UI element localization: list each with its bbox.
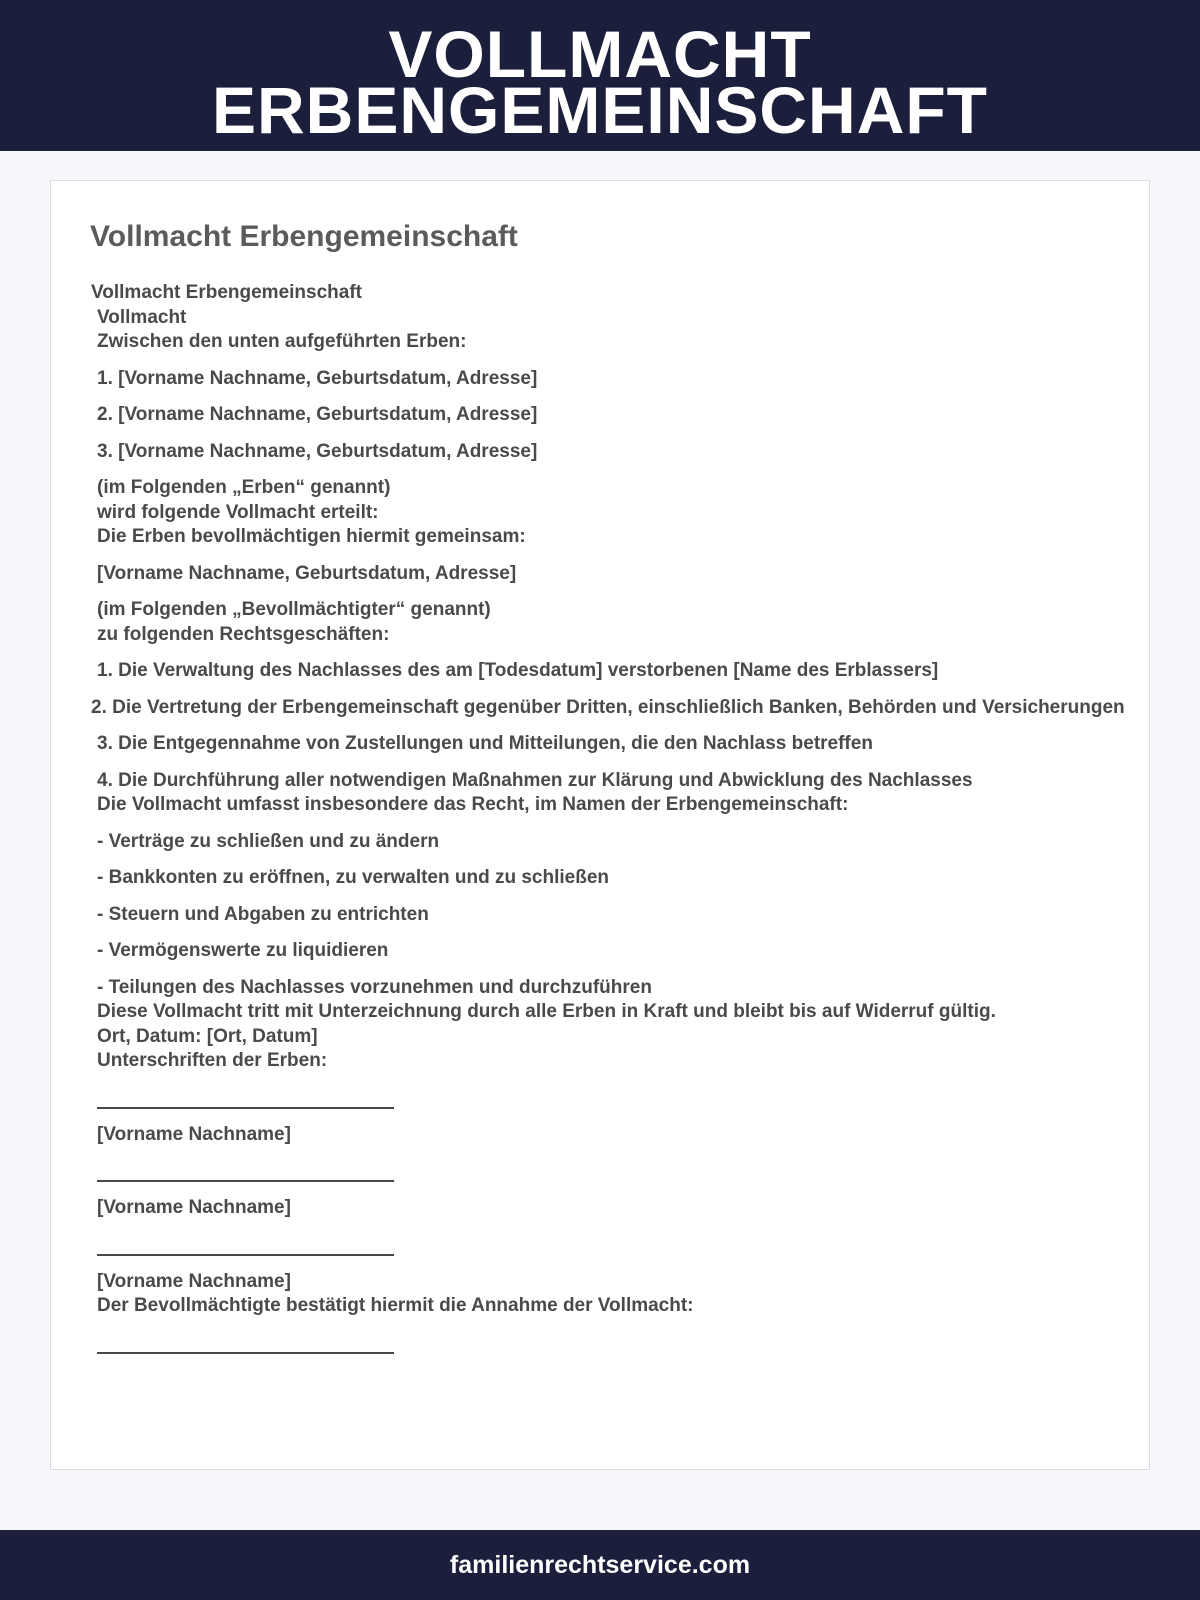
heir-item: 3. [Vorname Nachname, Geburtsdatum, Adresse] bbox=[97, 440, 538, 462]
signature-line bbox=[97, 1180, 394, 1182]
transaction-item: 3. Die Entgegennahme von Zustellungen und Mitteilungen, die den Nachlass betreffen bbox=[97, 733, 873, 754]
signatory-name: [Vorname Nachname] bbox=[97, 1197, 291, 1218]
card-heading: Vollmacht Erbengemeinschaft bbox=[90, 220, 518, 253]
page-header bbox=[0, 0, 1200, 151]
agent-named-text: (im Folgenden „Bevollmächtigter“ genannt) bbox=[97, 599, 491, 620]
rights-intro: Die Vollmacht umfasst insbesondere das Recht, im Namen der Erbengemeinschaft: bbox=[97, 794, 849, 815]
place-date-text: Ort, Datum: [Ort, Datum] bbox=[97, 1025, 318, 1047]
signature-line bbox=[97, 1254, 394, 1256]
signatory-name: [Vorname Nachname] bbox=[97, 1270, 291, 1292]
transaction-item: 2. Die Vertretung der Erbengemeinschaft gegenüber Dritten, einschließlich Banken, Behörden und Versicherungen bbox=[91, 696, 1125, 718]
header-title-line-1: VOLLMACHT bbox=[388, 17, 812, 91]
between-heirs-text: Zwischen den unten aufgeführten Erben: bbox=[97, 331, 467, 352]
transactions-intro: zu folgenden Rechtsgeschäften: bbox=[97, 623, 390, 645]
doc-subtitle: Vollmacht bbox=[97, 306, 187, 328]
signatory-name: [Vorname Nachname] bbox=[97, 1123, 291, 1145]
validity-text: Diese Vollmacht tritt mit Unterzeichnung durch alle Erben in Kraft und bleibt bis auf Widerruf gültig. bbox=[97, 1001, 996, 1022]
granted-text: wird folgende Vollmacht erteilt: bbox=[97, 501, 379, 523]
doc-title: Vollmacht Erbengemeinschaft bbox=[91, 282, 362, 303]
right-item: - Verträge zu schließen und zu ändern bbox=[97, 830, 440, 852]
header-title bbox=[0, 0, 1200, 147]
document-card bbox=[50, 180, 1150, 1470]
authorize-text: Die Erben bevollmächtigen hiermit gemeinsam: bbox=[97, 526, 526, 547]
heir-item: 2. [Vorname Nachname, Geburtsdatum, Adresse] bbox=[97, 404, 538, 425]
agent-placeholder: [Vorname Nachname, Geburtsdatum, Adresse] bbox=[97, 562, 517, 584]
right-item: - Bankkonten zu eröffnen, zu verwalten und zu schließen bbox=[97, 867, 610, 888]
signatures-intro: Unterschriften der Erben: bbox=[97, 1050, 328, 1071]
transaction-item: 4. Die Durchführung aller notwendigen Maßnahmen zur Klärung und Abwicklung des Nachlasses bbox=[97, 769, 973, 791]
document-body bbox=[91, 281, 1131, 1354]
heir-item: 1. [Vorname Nachname, Geburtsdatum, Adresse] bbox=[97, 367, 538, 389]
transaction-item: 1. Die Verwaltung des Nachlasses des am [Todesdatum] verstorbenen [Name des Erblassers] bbox=[97, 660, 939, 681]
right-item: - Vermögenswerte zu liquidieren bbox=[97, 940, 389, 961]
heirs-named-text: (im Folgenden „Erben“ genannt) bbox=[97, 477, 391, 498]
header-title-line-2: ERBENGEMEINSCHAFT bbox=[211, 73, 989, 147]
right-item: - Teilungen des Nachlasses vorzunehmen und durchzuführen bbox=[97, 976, 652, 998]
signature-line bbox=[97, 1352, 394, 1354]
signature-line bbox=[97, 1107, 394, 1109]
right-item: - Steuern und Abgaben zu entrichten bbox=[97, 903, 429, 925]
page-footer bbox=[0, 1530, 1200, 1600]
footer-site-name: familienrechtservice.com bbox=[449, 1551, 751, 1579]
acceptance-text: Der Bevollmächtigte bestätigt hiermit die Annahme der Vollmacht: bbox=[97, 1295, 694, 1316]
